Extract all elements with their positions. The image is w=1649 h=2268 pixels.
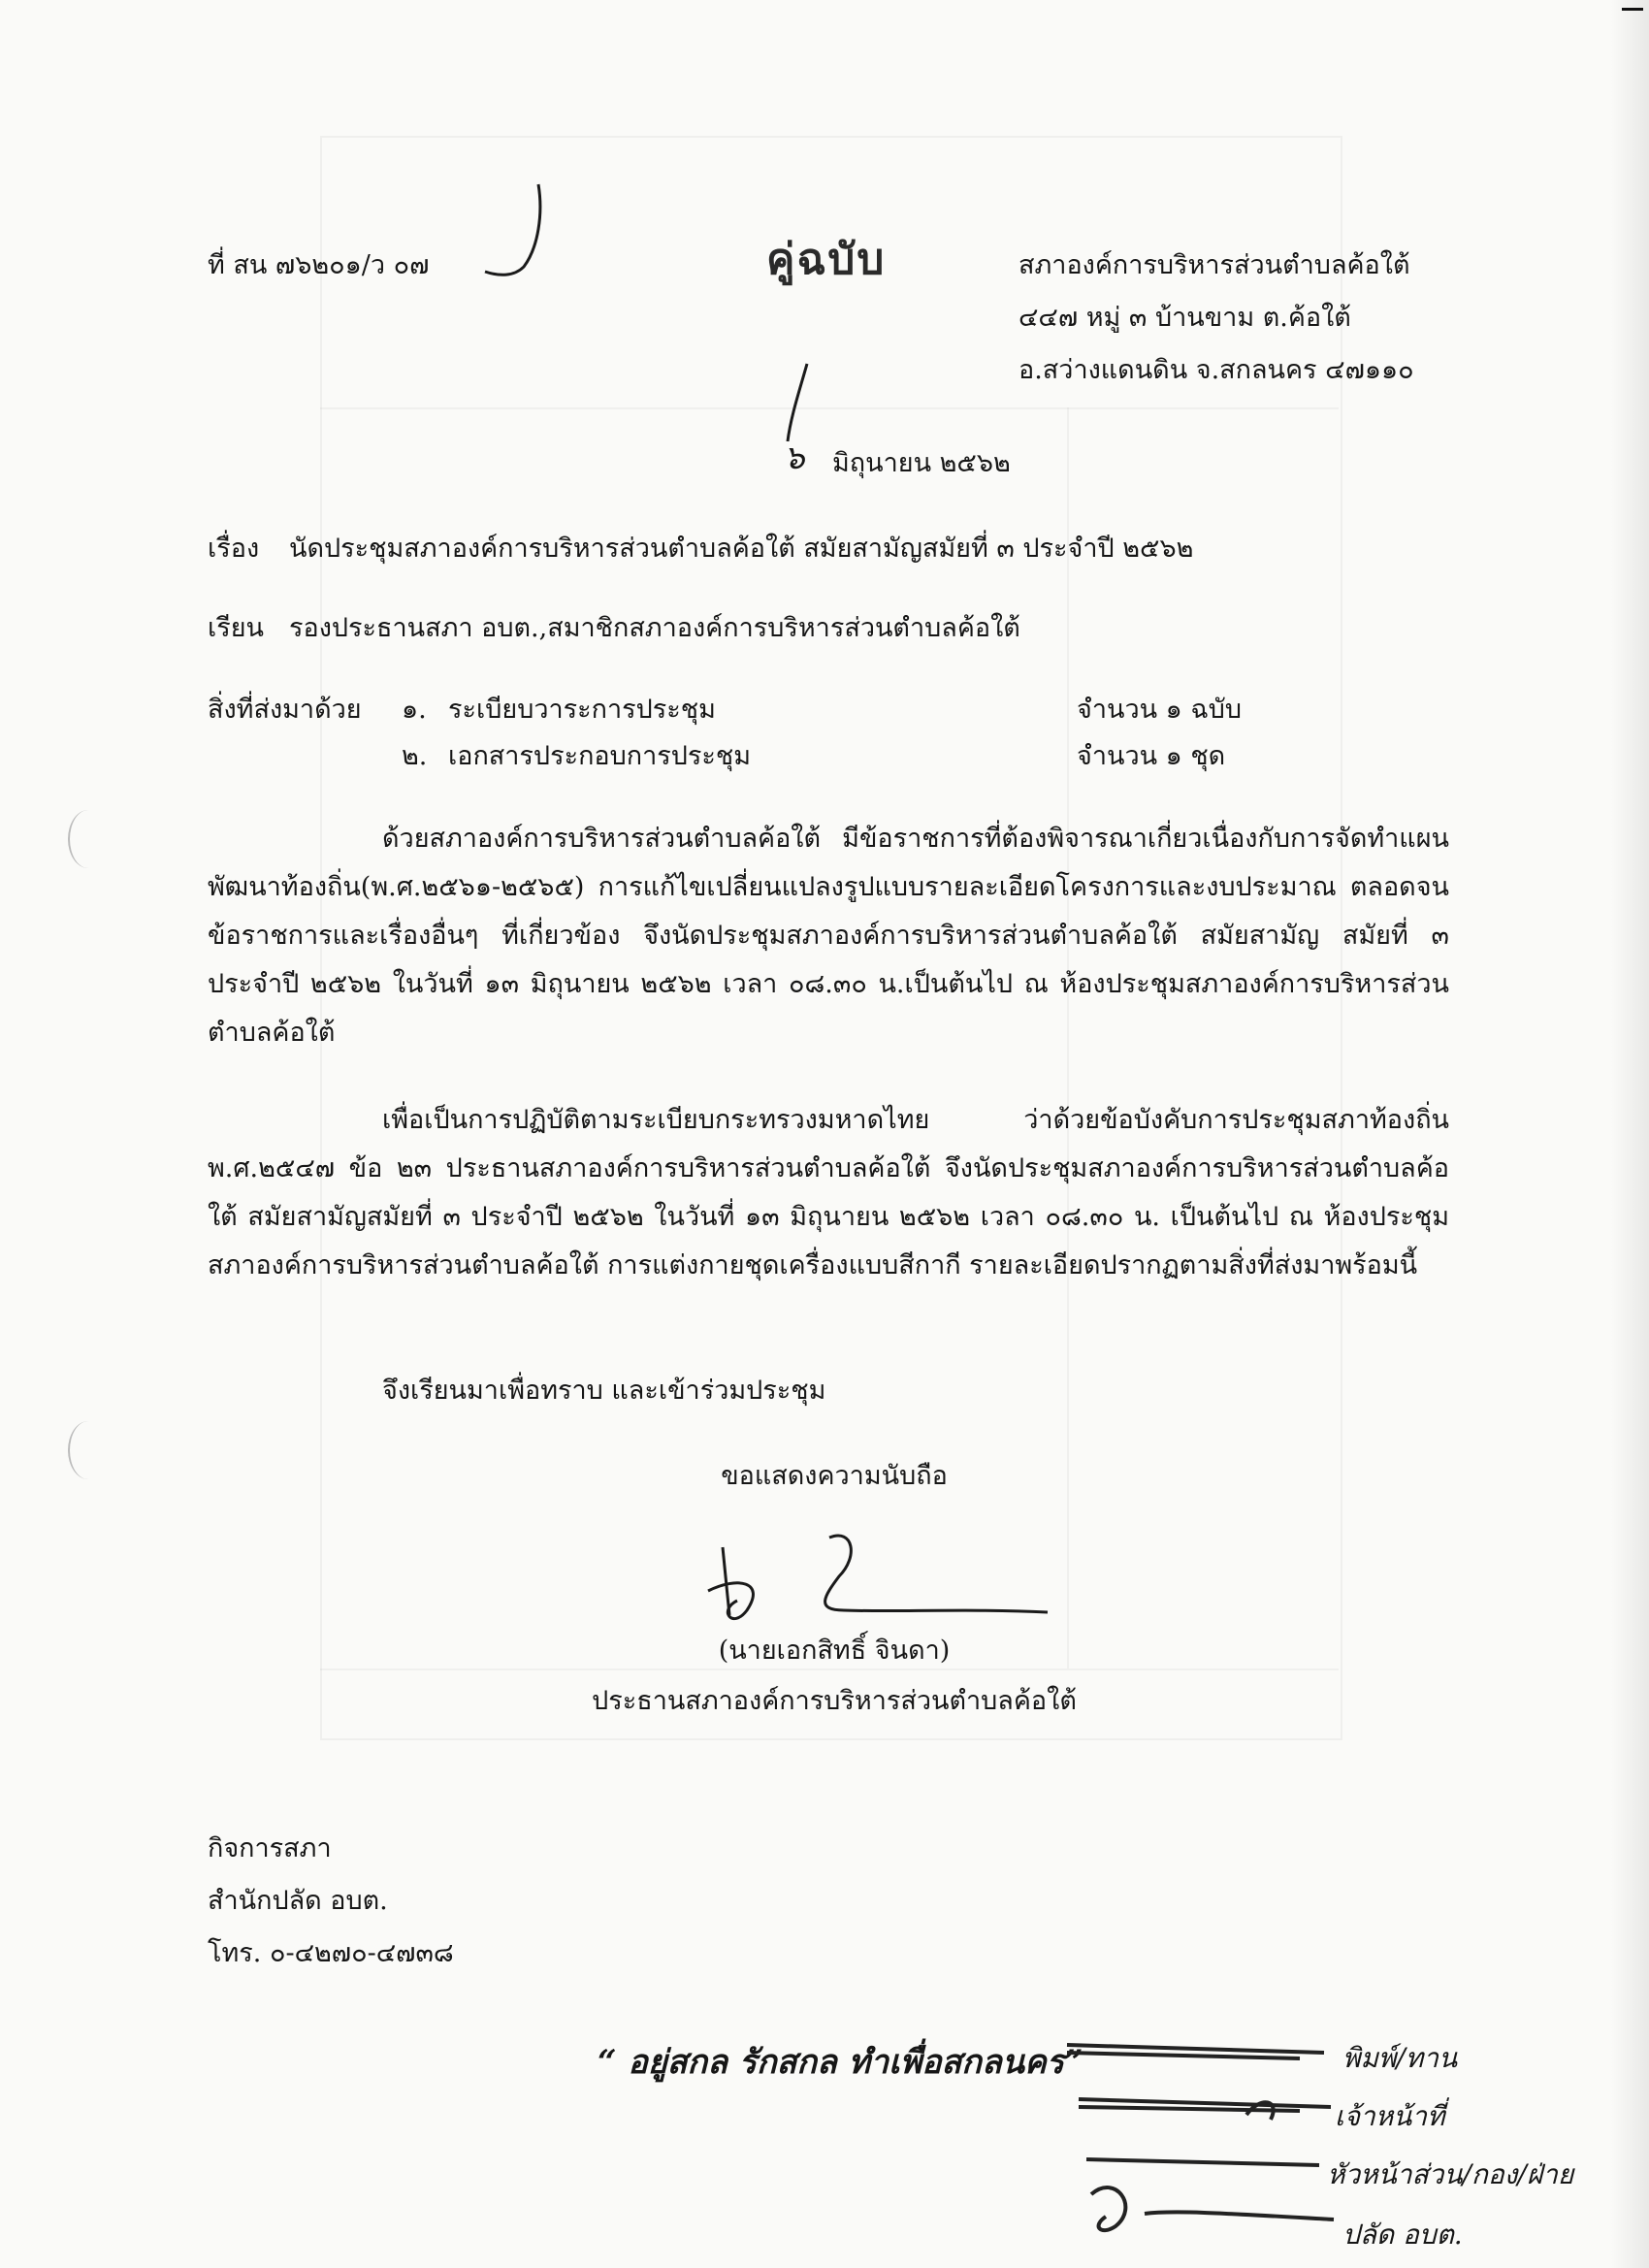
enclosure-item: เอกสารประกอบการประชุม — [448, 741, 752, 771]
initial-line-typist: พิมพ์/ทาน — [1342, 2042, 1458, 2074]
initial-line-chief: ปลัด อบต. — [1342, 2219, 1463, 2251]
closing-request: จึงเรียนมาเพื่อทราบ และเข้าร่วมประชุม — [382, 1376, 826, 1406]
to-label: เรียน — [208, 613, 265, 643]
date-day: ๖ — [784, 438, 805, 477]
ref-number-slash — [485, 184, 540, 275]
enclosure-number: ๑. — [402, 695, 427, 725]
enclosure-quantity: จำนวน ๑ ฉบับ — [1077, 695, 1243, 725]
initial-line-section-head: หัวหน้าส่วน/กอง/ฝ่าย — [1327, 2158, 1574, 2190]
body-paragraph-1: ด้วยสภาองค์การบริหารส่วนตำบลค้อใต้ มีข้อราชการที่ต้องพิจารณาเกี่ยวเนื่องกับการจัดทำแผนพัฒนาท้องถิ่น(พ.ศ.๒๕๖๑-๒๕๖๕) การแก้ไขเปลี่ยนแปลงรูปแบบรายละเอียดโครงการและงบประมาณ ตลอดจนข้อราชการและเรื่องอื่นๆ ที่เกี่ยวข้อง จึงนัดประชุมสภาองค์การบริหารส่วนตำบลค้อใต้ สมัยสามัญ สมัยที่ ๓ ประจำปี ๒๕๖๒ ในวันที่ ๑๓ มิถุนายน ๒๕๖๒ เวลา ๐๘.๓๐ น.เป็นต้นไป ณ ห้องประชุมสภาองค์การบริหารส่วนตำบลค้อใต้ — [208, 824, 1449, 1048]
subject: นัดประชุมสภาองค์การบริหารส่วนตำบลค้อใต้ สมัยสามัญสมัยที่ ๓ ประจำปี ๒๕๖๒ — [289, 534, 1194, 564]
signer-position: ประธานสภาองค์การบริหารส่วนตำบลค้อใต้ — [592, 1686, 1077, 1716]
date-stroke — [788, 364, 807, 441]
document-date: มิถุนายน ๒๕๖๒ — [832, 448, 1011, 478]
department-line-2: สำนักปลัด อบต. — [208, 1886, 388, 1916]
enclosure-label: สิ่งที่ส่งมาด้วย — [208, 695, 362, 725]
reference-number: ที่ สน ๗๖๒๐๑/ว ๐๗ — [208, 250, 430, 280]
initials-scribbles — [1067, 2045, 1334, 2230]
body-paragraph-2: เพื่อเป็นการปฏิบัติตามระเบียบกระทรวงมหาดไทย ว่าด้วยข้อบังคับการประชุมสภาท้องถิ่น พ.ศ.๒๕๔๗ ข้อ ๒๓ ประธานสภาองค์การบริหารส่วนตำบลค้อใต้ จึงนัดประชุมสภาองค์การบริหารส่วนตำบลค้อใต้ สมัยสามัญสมัยที่ ๓ ประจำปี ๒๕๖๒ ในวันที่ ๑๓ มิถุนายน ๒๕๖๒ เวลา ๐๘.๓๐ น. เป็นต้นไป ณ ห้องประชุมสภาองค์การบริหารส่วนตำบลค้อใต้ การแต่งกายชุดเครื่องแบบสีกากี รายละเอียดปรากฏตามสิ่งที่ส่งมาพร้อมนี้ — [208, 1105, 1449, 1280]
copy-stamp: คู่ฉบับ — [766, 235, 887, 284]
initial-line-officer: เจ้าหน้าที่ — [1335, 2100, 1445, 2132]
signer-name: (นายเอกสิทธิ์ จินดา) — [718, 1636, 951, 1666]
slogan: “ อยู่สกล รักสกล ทำเพื่อสกลนคร” — [598, 2043, 1083, 2082]
closing: ขอแสดงความนับถือ — [721, 1461, 948, 1491]
department-phone: โทร. ๐-๔๒๗๐-๔๗๓๘ — [208, 1938, 454, 1968]
department-line-1: กิจการสภา — [208, 1833, 332, 1863]
subject-label: เรื่อง — [208, 534, 260, 564]
org-address-line-1: สภาองค์การบริหารส่วนตำบลค้อใต้ — [1018, 250, 1410, 280]
org-address-line-2: ๔๔๗ หมู่ ๓ บ้านขาม ต.ค้อใต้ — [1018, 303, 1351, 333]
enclosure-item: ระเบียบวาระการประชุม — [448, 695, 716, 725]
org-address-line-3: อ.สว่างแดนดิน จ.สกลนคร ๔๗๑๑๐ — [1018, 355, 1414, 385]
chairman-signature — [708, 1536, 1048, 1619]
enclosure-number: ๒. — [402, 741, 428, 771]
enclosure-quantity: จำนวน ๑ ชุด — [1077, 741, 1226, 771]
recipient: รองประธานสภา อบต.,สมาชิกสภาองค์การบริหารส่วนตำบลค้อใต้ — [289, 613, 1020, 643]
